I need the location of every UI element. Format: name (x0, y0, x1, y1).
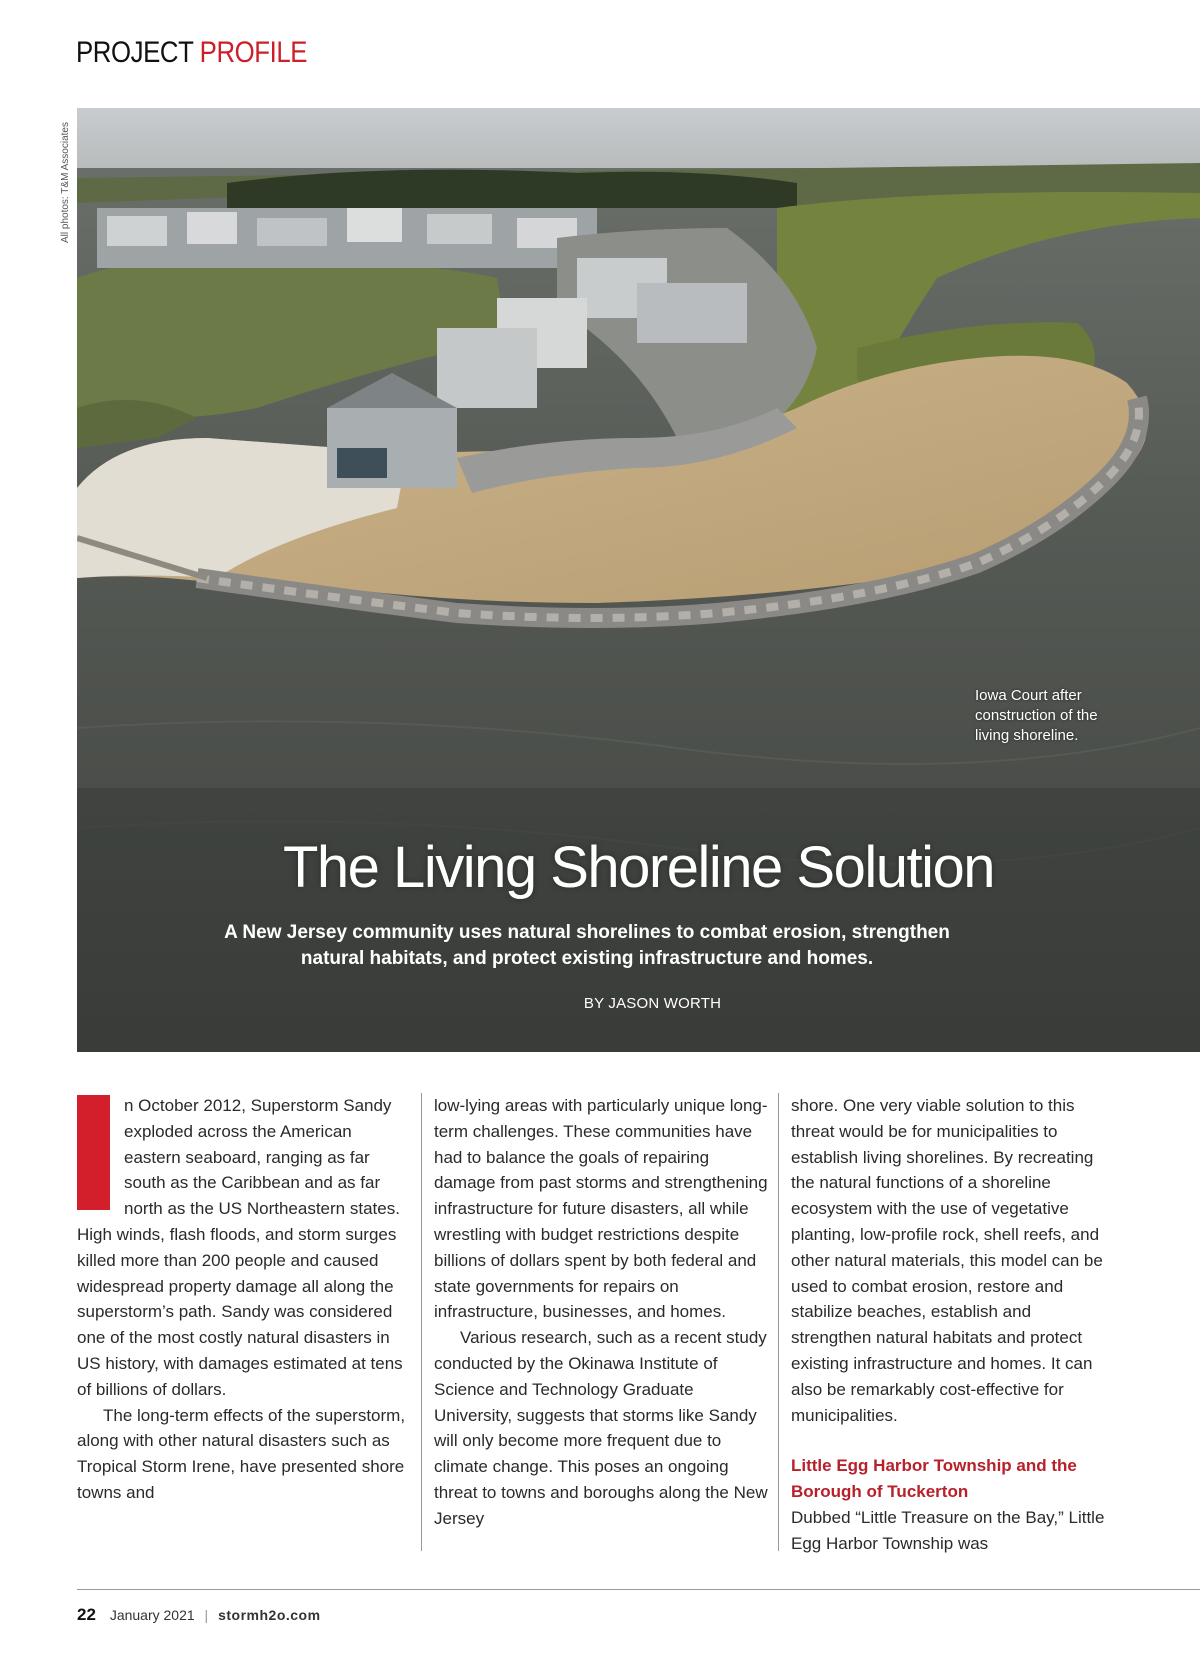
col1-paragraph-2: The long-term effects of the superstorm, along with other natural disasters such as Tropical Storm Irene, have presented shore towns and (77, 1405, 406, 1502)
column-divider-2 (778, 1093, 779, 1551)
section-subhead: Little Egg Harbor Township and the Borough of Tuckerton (791, 1456, 1077, 1502)
drop-cap (77, 1095, 110, 1210)
footer-rule (77, 1589, 1200, 1590)
section-label-part1: PROJECT (76, 36, 193, 69)
body-column-2 (434, 1093, 769, 1532)
photo-credit-text: All photos: T&M Associates (60, 122, 71, 243)
column-divider-1 (421, 1093, 422, 1551)
website-link[interactable]: stormh2o.com (218, 1607, 321, 1623)
photo-credit (60, 108, 74, 243)
page-number: 22 (77, 1605, 96, 1624)
article-byline: BY JASON WORTH (583, 995, 722, 1012)
col1-paragraph-1: n October 2012, Superstorm Sandy exploded across the American eastern seaboard, ranging as far south as the Caribbean and as far north as the US Northeastern states. High winds, flash floods, and storm surges killed more than 200 people and caused widespread property damage all along the superstorm’s path. Sandy was considered one of the most costly natural disasters in US history, with damages estimated at tens of billions of dollars. (77, 1096, 403, 1399)
section-label (76, 36, 307, 70)
page-footer (77, 1605, 321, 1625)
col2-paragraph-1: low-lying areas with particularly unique long-term challenges. These communities have had to balance the goals of repairing damage from past storms and strengthening infrastructure for future disasters, all while wrestling with budget restrictions despite billions of dollars spent by both federal and state governments for repairs on infrastructure, businesses, and homes. (434, 1096, 768, 1322)
footer-separator: | (204, 1607, 209, 1623)
col2-paragraph-2: Various research, such as a recent study conducted by the Okinawa Institute of Science and Technology Graduate University, suggests that storms like Sandy will only become more frequent due to climate change. This poses an ongoing threat to towns and boroughs along the New Jersey (434, 1328, 768, 1528)
article-title: The Living Shoreline Solution (283, 835, 994, 900)
col3-paragraph-2: Dubbed “Little Treasure on the Bay,” Little Egg Harbor Township was (791, 1507, 1105, 1553)
section-label-part2: PROFILE (199, 36, 308, 69)
aerial-shoreline-illustration (77, 108, 1200, 1052)
hero-photo (77, 108, 1200, 1052)
body-column-3 (791, 1093, 1111, 1557)
article-deck: A New Jersey community uses natural shorelines to combat erosion, strengthen natural habitats, and protect existing infrastructure and homes. (224, 922, 950, 969)
photo-caption: Iowa Court after construction of the living shoreline. (975, 687, 1098, 744)
body-column-1 (77, 1093, 412, 1506)
issue-date: January 2021 (109, 1607, 195, 1623)
col3-paragraph-1: shore. One very viable solution to this threat would be for municipalities to establish living shorelines. By recreating the natural functions of a shoreline ecosystem with the use of vegetative planting, low-profile rock, shell reefs, and other natural materials, this model can be used to combat erosion, restore and stabilize beaches, establish and strengthen natural habitats and protect existing infrastructure and homes. It can also be remarkably cost-effective for municipalities. (791, 1096, 1103, 1425)
